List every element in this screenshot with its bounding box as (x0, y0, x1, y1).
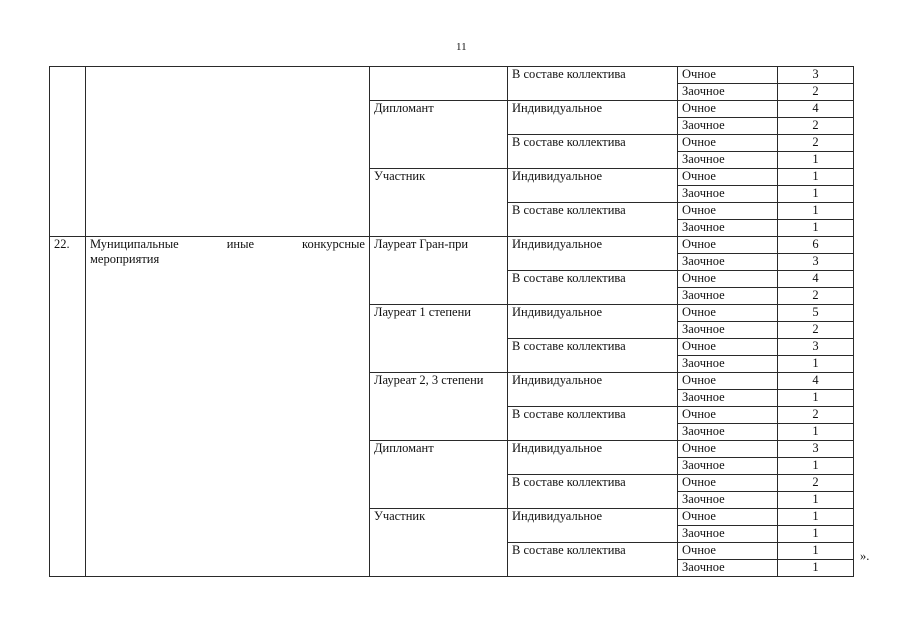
participation-form: Заочное (678, 526, 778, 543)
event-name (86, 67, 370, 237)
participation-form: Заочное (678, 152, 778, 169)
points-value: 1 (778, 390, 854, 407)
participation-type: Индивидуальное (508, 305, 678, 339)
participation-type: В составе коллектива (508, 67, 678, 101)
participation-form: Заочное (678, 390, 778, 407)
award-level: Лауреат 2, 3 степени (370, 373, 508, 441)
points-value: 2 (778, 475, 854, 492)
participation-form: Заочное (678, 118, 778, 135)
participation-form: Очное (678, 67, 778, 84)
participation-type: Индивидуальное (508, 169, 678, 203)
points-value: 1 (778, 543, 854, 560)
points-value: 1 (778, 509, 854, 526)
participation-form: Очное (678, 305, 778, 322)
participation-form: Очное (678, 509, 778, 526)
participation-type: В составе коллектива (508, 543, 678, 577)
award-level (370, 67, 508, 101)
participation-form: Очное (678, 169, 778, 186)
points-value: 4 (778, 271, 854, 288)
points-value: 3 (778, 254, 854, 271)
participation-type: В составе коллектива (508, 203, 678, 237)
points-value: 3 (778, 441, 854, 458)
award-level: Лауреат 1 степени (370, 305, 508, 373)
points-value: 2 (778, 288, 854, 305)
points-value: 4 (778, 373, 854, 390)
participation-type: В составе коллектива (508, 135, 678, 169)
participation-form: Заочное (678, 424, 778, 441)
participation-form: Очное (678, 441, 778, 458)
participation-form: Заочное (678, 288, 778, 305)
points-value: 3 (778, 339, 854, 356)
points-value: 1 (778, 424, 854, 441)
points-value: 1 (778, 152, 854, 169)
points-value: 2 (778, 322, 854, 339)
award-level: Лауреат Гран-при (370, 237, 508, 305)
participation-type: В составе коллектива (508, 339, 678, 373)
participation-type: В составе коллектива (508, 475, 678, 509)
points-value: 1 (778, 458, 854, 475)
points-value: 1 (778, 169, 854, 186)
participation-form: Заочное (678, 458, 778, 475)
award-level: Дипломант (370, 101, 508, 169)
points-value: 2 (778, 118, 854, 135)
participation-form: Заочное (678, 84, 778, 101)
award-level: Участник (370, 509, 508, 577)
closing-quote: ». (860, 549, 870, 563)
participation-type: Индивидуальное (508, 237, 678, 271)
participation-form: Очное (678, 203, 778, 220)
page-number: 11 (456, 41, 467, 53)
points-value: 2 (778, 407, 854, 424)
points-value: 5 (778, 305, 854, 322)
participation-type: Индивидуальное (508, 441, 678, 475)
points-value: 1 (778, 220, 854, 237)
item-number (50, 67, 86, 237)
participation-form: Очное (678, 373, 778, 390)
participation-type: В составе коллектива (508, 407, 678, 441)
participation-form: Очное (678, 271, 778, 288)
points-value: 2 (778, 84, 854, 101)
award-level: Участник (370, 169, 508, 237)
participation-form: Заочное (678, 322, 778, 339)
points-value: 1 (778, 560, 854, 577)
participation-form: Заочное (678, 254, 778, 271)
points-value: 1 (778, 186, 854, 203)
criteria-table (49, 66, 854, 577)
event-name-line-1: Муниципальные иные конкурсные (90, 237, 365, 251)
item-number: 22. (50, 237, 86, 577)
participation-form: Заочное (678, 356, 778, 373)
participation-form: Очное (678, 407, 778, 424)
points-value: 4 (778, 101, 854, 118)
points-value: 1 (778, 203, 854, 220)
points-value: 6 (778, 237, 854, 254)
event-name-line-2: мероприятия (90, 252, 160, 266)
points-value: 1 (778, 356, 854, 373)
participation-type: Индивидуальное (508, 373, 678, 407)
participation-form: Очное (678, 475, 778, 492)
participation-form: Очное (678, 101, 778, 118)
points-value: 1 (778, 492, 854, 509)
participation-form: Очное (678, 237, 778, 254)
participation-type: Индивидуальное (508, 509, 678, 543)
participation-form: Очное (678, 135, 778, 152)
participation-form: Заочное (678, 220, 778, 237)
participation-form: Заочное (678, 492, 778, 509)
points-value: 1 (778, 526, 854, 543)
table-row (50, 67, 854, 84)
award-level: Дипломант (370, 441, 508, 509)
event-name (86, 237, 370, 577)
table-row (50, 237, 854, 254)
points-value: 3 (778, 67, 854, 84)
participation-form: Очное (678, 543, 778, 560)
participation-type: В составе коллектива (508, 271, 678, 305)
participation-form: Заочное (678, 560, 778, 577)
points-value: 2 (778, 135, 854, 152)
participation-form: Заочное (678, 186, 778, 203)
participation-form: Очное (678, 339, 778, 356)
participation-type: Индивидуальное (508, 101, 678, 135)
